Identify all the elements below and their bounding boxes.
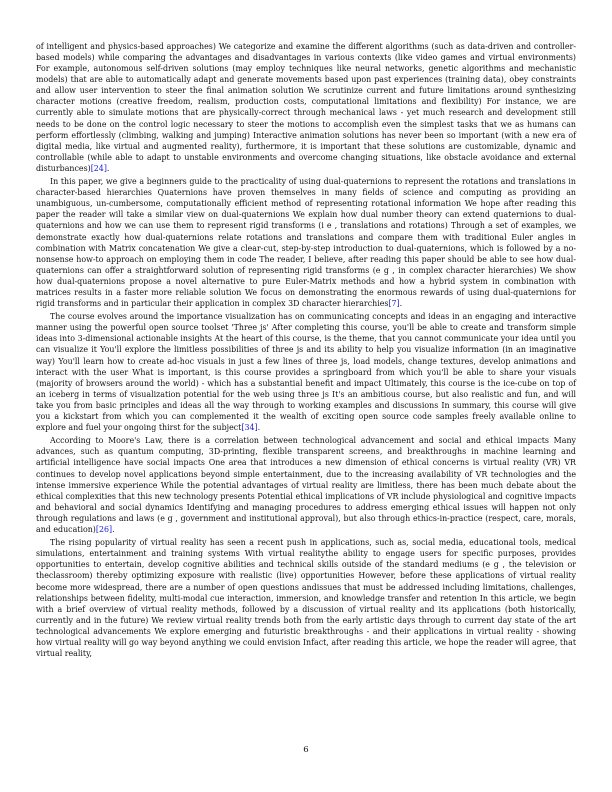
page-number: 6	[303, 745, 309, 755]
paragraph-2-text: In this paper, we give a beginners guide to the practicality of using dual-quaternions to represent the rotations and translations in character-based hierarchies Quaternions have proven themselves in many fields of science and computing as providing an unambiguous, un-cumbersome, computationally efficient method of representing rotational information We hope after reading this paper the reader will take a similar view on dual-quaternions We explain how dual number theory can extend quaternions to dual-quaternions and how we can use them to represent rigid transforms (i e , translations and rotations) Through a set of examples, we demonstrate exactly how dual-quaternions relate rotations and translations and compare them with traditional Euler angles in combination with Matrix concatenation We give a clear-cut, step-by-step introduction to dual-quaternions, which is followed by a no-nonsense how-to approach on employing them in code The reader, I believe, after reading this paper should be able to see how dual-quaternions can offer a straightforward solution of representing rigid transforms (e g , in complex character hierarchies) We show how dual-quaternions propose a novel alternative to pure Euler-Matrix methods and how a hybrid system in combination with matrices results in a faster more reliable solution We focus on demonstrating the enormous rewards of using dual-quaternions for rigid transforms and in particular their application in complex 3D character hierarchies	[36, 177, 576, 308]
paragraph-5	[36, 537, 576, 659]
paragraph-3	[36, 311, 576, 433]
paragraph-3-tail: .	[257, 423, 261, 433]
paragraph-4-tail: .	[112, 524, 115, 534]
page-body	[36, 41, 576, 661]
paragraph-5-text: The rising popularity of virtual reality has seen a recent push in applications, such as, social media, educational tools, medical simulations, entertainment and training systems With virtual realitythe ability to engage users for specific purposes, provides opportunities to entertain, develop cognitive abilities and technical skills outside of the standard mediums (e g , the television or theclassroom) thereby optimizing exposure with realistic (live) opportunities However, before these applications of virtual reality become more widespread, there are a number of open questions andissues that must be addressed including limitations, challenges, relationships between fidelity, multi-modal cue interaction, immersion, and knowledge transfer and retention In this article, we begin with a brief overview of virtual reality methods, followed by a discussion of virtual reality and its applications (both historically, currently and in the future) We review virtual reality trends both from the early artistic days through to current day state of the art technological advancements We explore emerging and futuristic breakthroughs - and their applications in virtual reality - showing how virtual reality will go way beyond anything we could envision Infact, after reading this article, we hope the reader will agree, that virtual reality,	[36, 538, 576, 658]
paragraph-1	[36, 41, 576, 174]
paragraph-3-text: The course evolves around the importance visualization has on communicating concepts and ideas in an engaging and interactive manner using the powerful open source toolset 'Three js' After completing this course, you'll be able to create and transform simple ideas into 3-dimensional actionable insights At the heart of this course, is the theme, that you cannot communicate your idea until you can visualize it You'll explore the limitless possibilities of three js and its ability to help you visualize information (in an imaginative way) You'll learn how to create ad-hoc visuals in just a few lines of three js, load models, change textures, develop animations and interact with the user What is important, is this course provides a springboard from which you'll be able to share your visuals (majority of browsers around the world) - which has a substantial benefit and impact Ultimately, this course is the ice-cube on top of an iceberg in terms of visualization potential for the web using three js It's an ambitious course, but also realistic and fun, and will take you from basic principles and ideas all the way through to working examples and discussions In summary, this course will give you a kickstart from which you can complemented it the wealth of exciting open source code samples freely available online to explore and fuel your ongoing thirst for the subject	[36, 312, 576, 433]
citation-24[interactable]: [24]	[90, 163, 107, 173]
paragraph-1-tail: .	[106, 163, 110, 173]
citation-26[interactable]: [26]	[95, 524, 113, 534]
paragraph-2-tail: .	[399, 298, 403, 308]
paragraph-4-text: According to Moore's Law, there is a correlation between technological advancement and social and ethical impacts Many advances, such as quantum computing, 3D-printing, flexible transparent screens, and breakthroughs in machine learning and artificial intelligence have social impacts One area that introduces a new dimension of ethical concerns is virtual reality (VR) VR continues to develop novel applications beyond simple entertainment, due to the increasing availability of VR technologies and the intense immersive experience While the potential advantages of virtual reality are limitless, there has been much debate about the ethical complexities that this new technology presents Potential ethical implications of VR include physiological and cognitive impacts and behavioral and social dynamics Identifying and managing procedures to address emerging ethical issues will happen not only through regulations and laws (e g , government and institutional approval), but also through ethics-in-practice (respect, care, morals, and education)	[36, 436, 576, 534]
citation-7[interactable]: [7]	[388, 298, 400, 308]
paragraph-1-text: of intelligent and physics-based approaches) We categorize and examine the different algorithms (such as data-driven and controller-based models) while comparing the advantages and disadvantages in various contexts (like video games and virtual environments) For example, autonomous self-driven solutions (may employ techniques like neural networks, genetic algorithms and mechanistic models) that are able to automatically adapt and generate movements based upon past experiences (training data), obey constraints and allow user intervention to steer the final animation solution We scrutinize current and future limitations around synthesizing character motions (creative freedom, realism, production costs, computational limitations and flexibility) For instance, we are currently able to simulate motions that are physically-correct through mechanical laws - yet much research and development still needs to be done on the control logic necessary to steer the motions to accomplish even the simplest tasks that we as humans can perform effortlessly (climbing, walking and jumping) Interactive animation solutions has never been so important (with a new era of digital media, like virtual and augmented reality), furthermore, it is important that these solutions are customizable, dynamic and controllable (while able to adapt to unstable environments and overcome changing situations, like obstacle avoidance and external disturbances)	[36, 42, 576, 173]
paragraph-2	[36, 176, 576, 309]
citation-34[interactable]: [34]	[241, 423, 258, 433]
paragraph-4	[36, 435, 576, 535]
